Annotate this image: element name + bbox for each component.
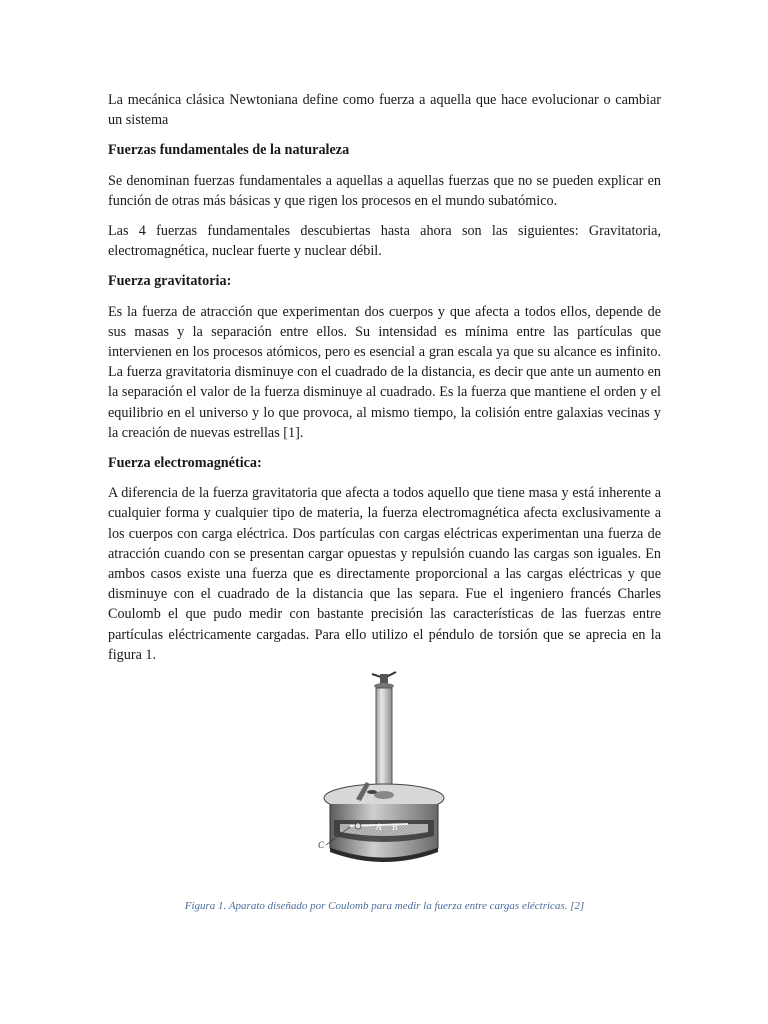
torsion-balance-illustration bbox=[310, 664, 460, 864]
figure-caption: Figura 1. Aparato diseñado por Coulomb para medir la fuerza entre cargas eléctricas. [2] bbox=[184, 900, 585, 912]
figure-coulomb-torsion-balance bbox=[310, 664, 460, 864]
heading-electromagnetic-force: Fuerza electromagnética: bbox=[108, 455, 262, 472]
label-b: B bbox=[392, 822, 398, 832]
label-a: A bbox=[376, 822, 382, 832]
electromagnetic-force-paragraph: A diferencia de la fuerza gravitatoria que afecta a todos aquello que tiene masa y está inherente a cualquier forma y cualquier tipo de materia, la fuerza electromagnética afecta exclusivamente a los cuerpos con carga eléctrica. Dos partículas con cargas eléctricas experimentan una fuerza de atracción cuando con se presentan cargar opuestas y repulsión cuando las cargas son iguales. En ambos casos existe una fuerza que es directamente proporcional a las cargas eléctricas y que disminuye con el cuadrado de la distancia que las separa. Fue el ingeniero francés Charles Coulomb el que pudo medir con bastante precisión las características de las fuerzas entre partículas eléctricamente cargadas. Para ello utilizo el péndulo de torsión que se aprecia en la figura 1. bbox=[108, 485, 661, 663]
torsion-head bbox=[372, 672, 396, 689]
gravitational-force-paragraph: Es la fuerza de atracción que experimentan dos cuerpos y que afecta a todos ellos, depende de sus masas y la separación entre ellos. Su intensidad es mínima entre las partículas que intervienen en los procesos atómicos, pero es esencial a gran escala ya que su alcance es infinito. La fuerza gravitatoria disminuye con el cuadrado de la distancia, es decir que ante un aumento en la separación el valor de la fuerza disminuye al cuadrado. Es la fuerza que mantiene el orden y el equilibrio en el universo y lo que provoca, al mismo tiempo, la colisión entre galaxias vecinas y la creación de nuevas estrellas [1]. bbox=[108, 303, 661, 441]
intro-paragraph: La mecánica clásica Newtoniana define como fuerza a aquella que hace evolucionar o cambiar un sistema bbox=[108, 92, 661, 129]
fundamental-forces-paragraph-2: Las 4 fuerzas fundamentales descubiertas hasta ahora son las siguientes: Gravitatoria, electromagnética, nuclear fuerte y nuclear débil. bbox=[108, 223, 661, 260]
document-body bbox=[108, 90, 661, 675]
label-c: C bbox=[318, 840, 325, 850]
fundamental-forces-paragraph-1: Se denominan fuerzas fundamentales a aquellas a aquellas fuerzas que no se pueden explicar en función de otras más básicas y que rigen los procesos en el mundo subatómico. bbox=[108, 172, 661, 209]
suspension-tube bbox=[376, 688, 392, 792]
heading-fundamental-forces: Fuerzas fundamentales de la naturaleza bbox=[108, 142, 350, 159]
heading-gravitational-force: Fuerza gravitatoria: bbox=[108, 273, 232, 290]
